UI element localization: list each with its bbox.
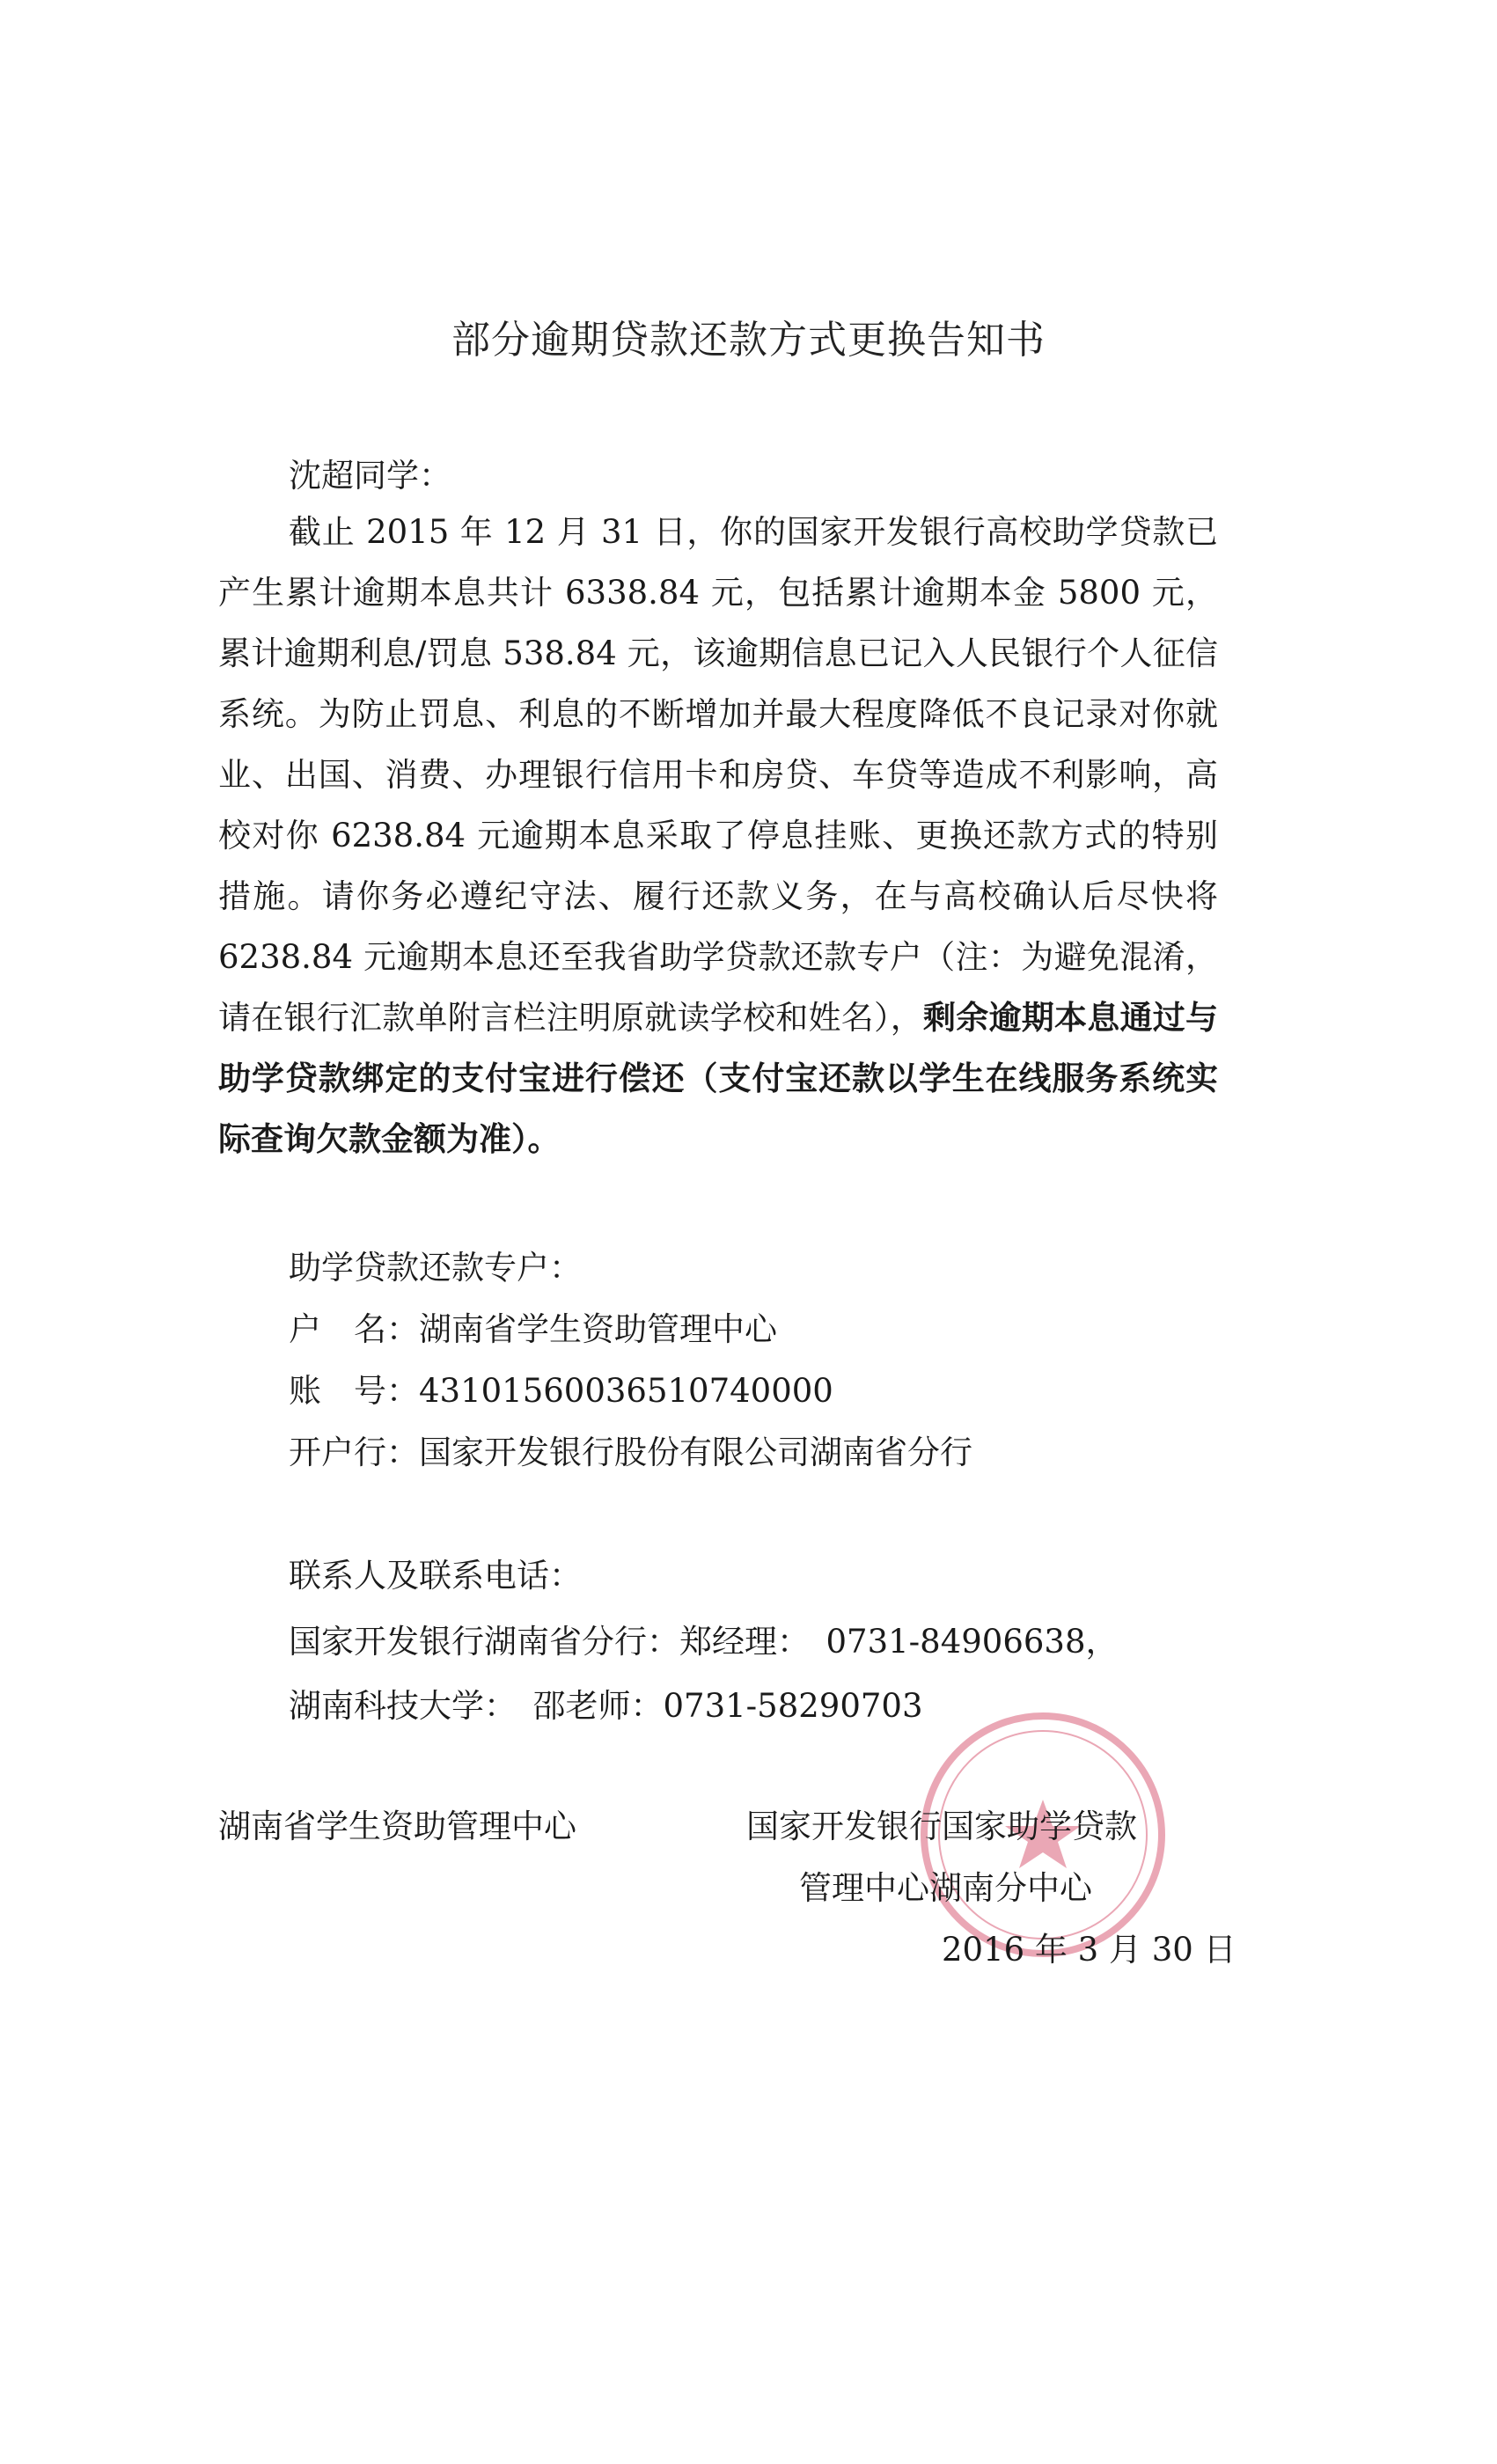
account-heading: 助学贷款还款专户： [289, 1249, 582, 1287]
notice-body [218, 502, 1218, 1170]
account-name-row [289, 1302, 777, 1350]
contact-heading: 联系人及联系电话： [289, 1557, 582, 1595]
account-name-label: 户 名： [289, 1310, 419, 1348]
account-bank-value: 国家开发银行股份有限公司湖南省分行 [419, 1434, 972, 1471]
contact-line-university: 湖南科技大学： 邵老师：0731-58290703 [289, 1687, 923, 1725]
document-title: 部分逾期贷款还款方式更换告知书 [451, 318, 1046, 363]
body-text: 截止 2015 年 12 月 31 日，你的国家开发银行高校助学贷款已产生累计逾期本息共计 6338.84 元，包括累计逾期本金 5800 元，累计逾期利息/罚息 538.84 元，该逾期信息已记入人民银行个人征信系统。为防止罚息、利息的不断增加并最大程度降低不良记录对你就业、出国、消费、办理银行信用卡和房贷、车贷等造成不利影响，高校对你 6238.84 元逾期本息采取了停息挂账、更换还款方式的特别措施。请你务必遵纪守法、履行还款义务，在与高校确认后尽快将 6238.84 元逾期本息还至我省助学贷款还款专户（注：为避免混淆，请在银行汇款单附言栏注明原就读学校和姓名）， [218, 513, 1218, 1037]
salutation: 沈超同学： [289, 457, 451, 495]
account-bank-row [289, 1426, 972, 1473]
account-number-label: 账 号： [289, 1372, 419, 1410]
contact-line-bank: 国家开发银行湖南省分行：郑经理： 0731-84906638， [289, 1623, 1119, 1661]
account-number-value: 43101560036510740000 [419, 1372, 833, 1410]
account-bank-label: 开户行： [289, 1434, 419, 1471]
account-name-value: 湖南省学生资助管理中心 [419, 1310, 777, 1348]
signature-date: 2016 年 3 月 30 日 [942, 1931, 1236, 1969]
body-text-emphasis: 剩余逾期本息通过与助学贷款绑定的支付宝进行偿还（支付宝还款以学生在线服务系统实际查询欠款金额为准）。 [218, 999, 1218, 1158]
signature-right-line1: 国家开发银行国家助学贷款 [746, 1808, 1137, 1845]
account-number-row [289, 1364, 833, 1412]
signature-right-line2: 管理中心湖南分中心 [799, 1869, 1092, 1907]
signature-left: 湖南省学生资助管理中心 [218, 1808, 576, 1845]
